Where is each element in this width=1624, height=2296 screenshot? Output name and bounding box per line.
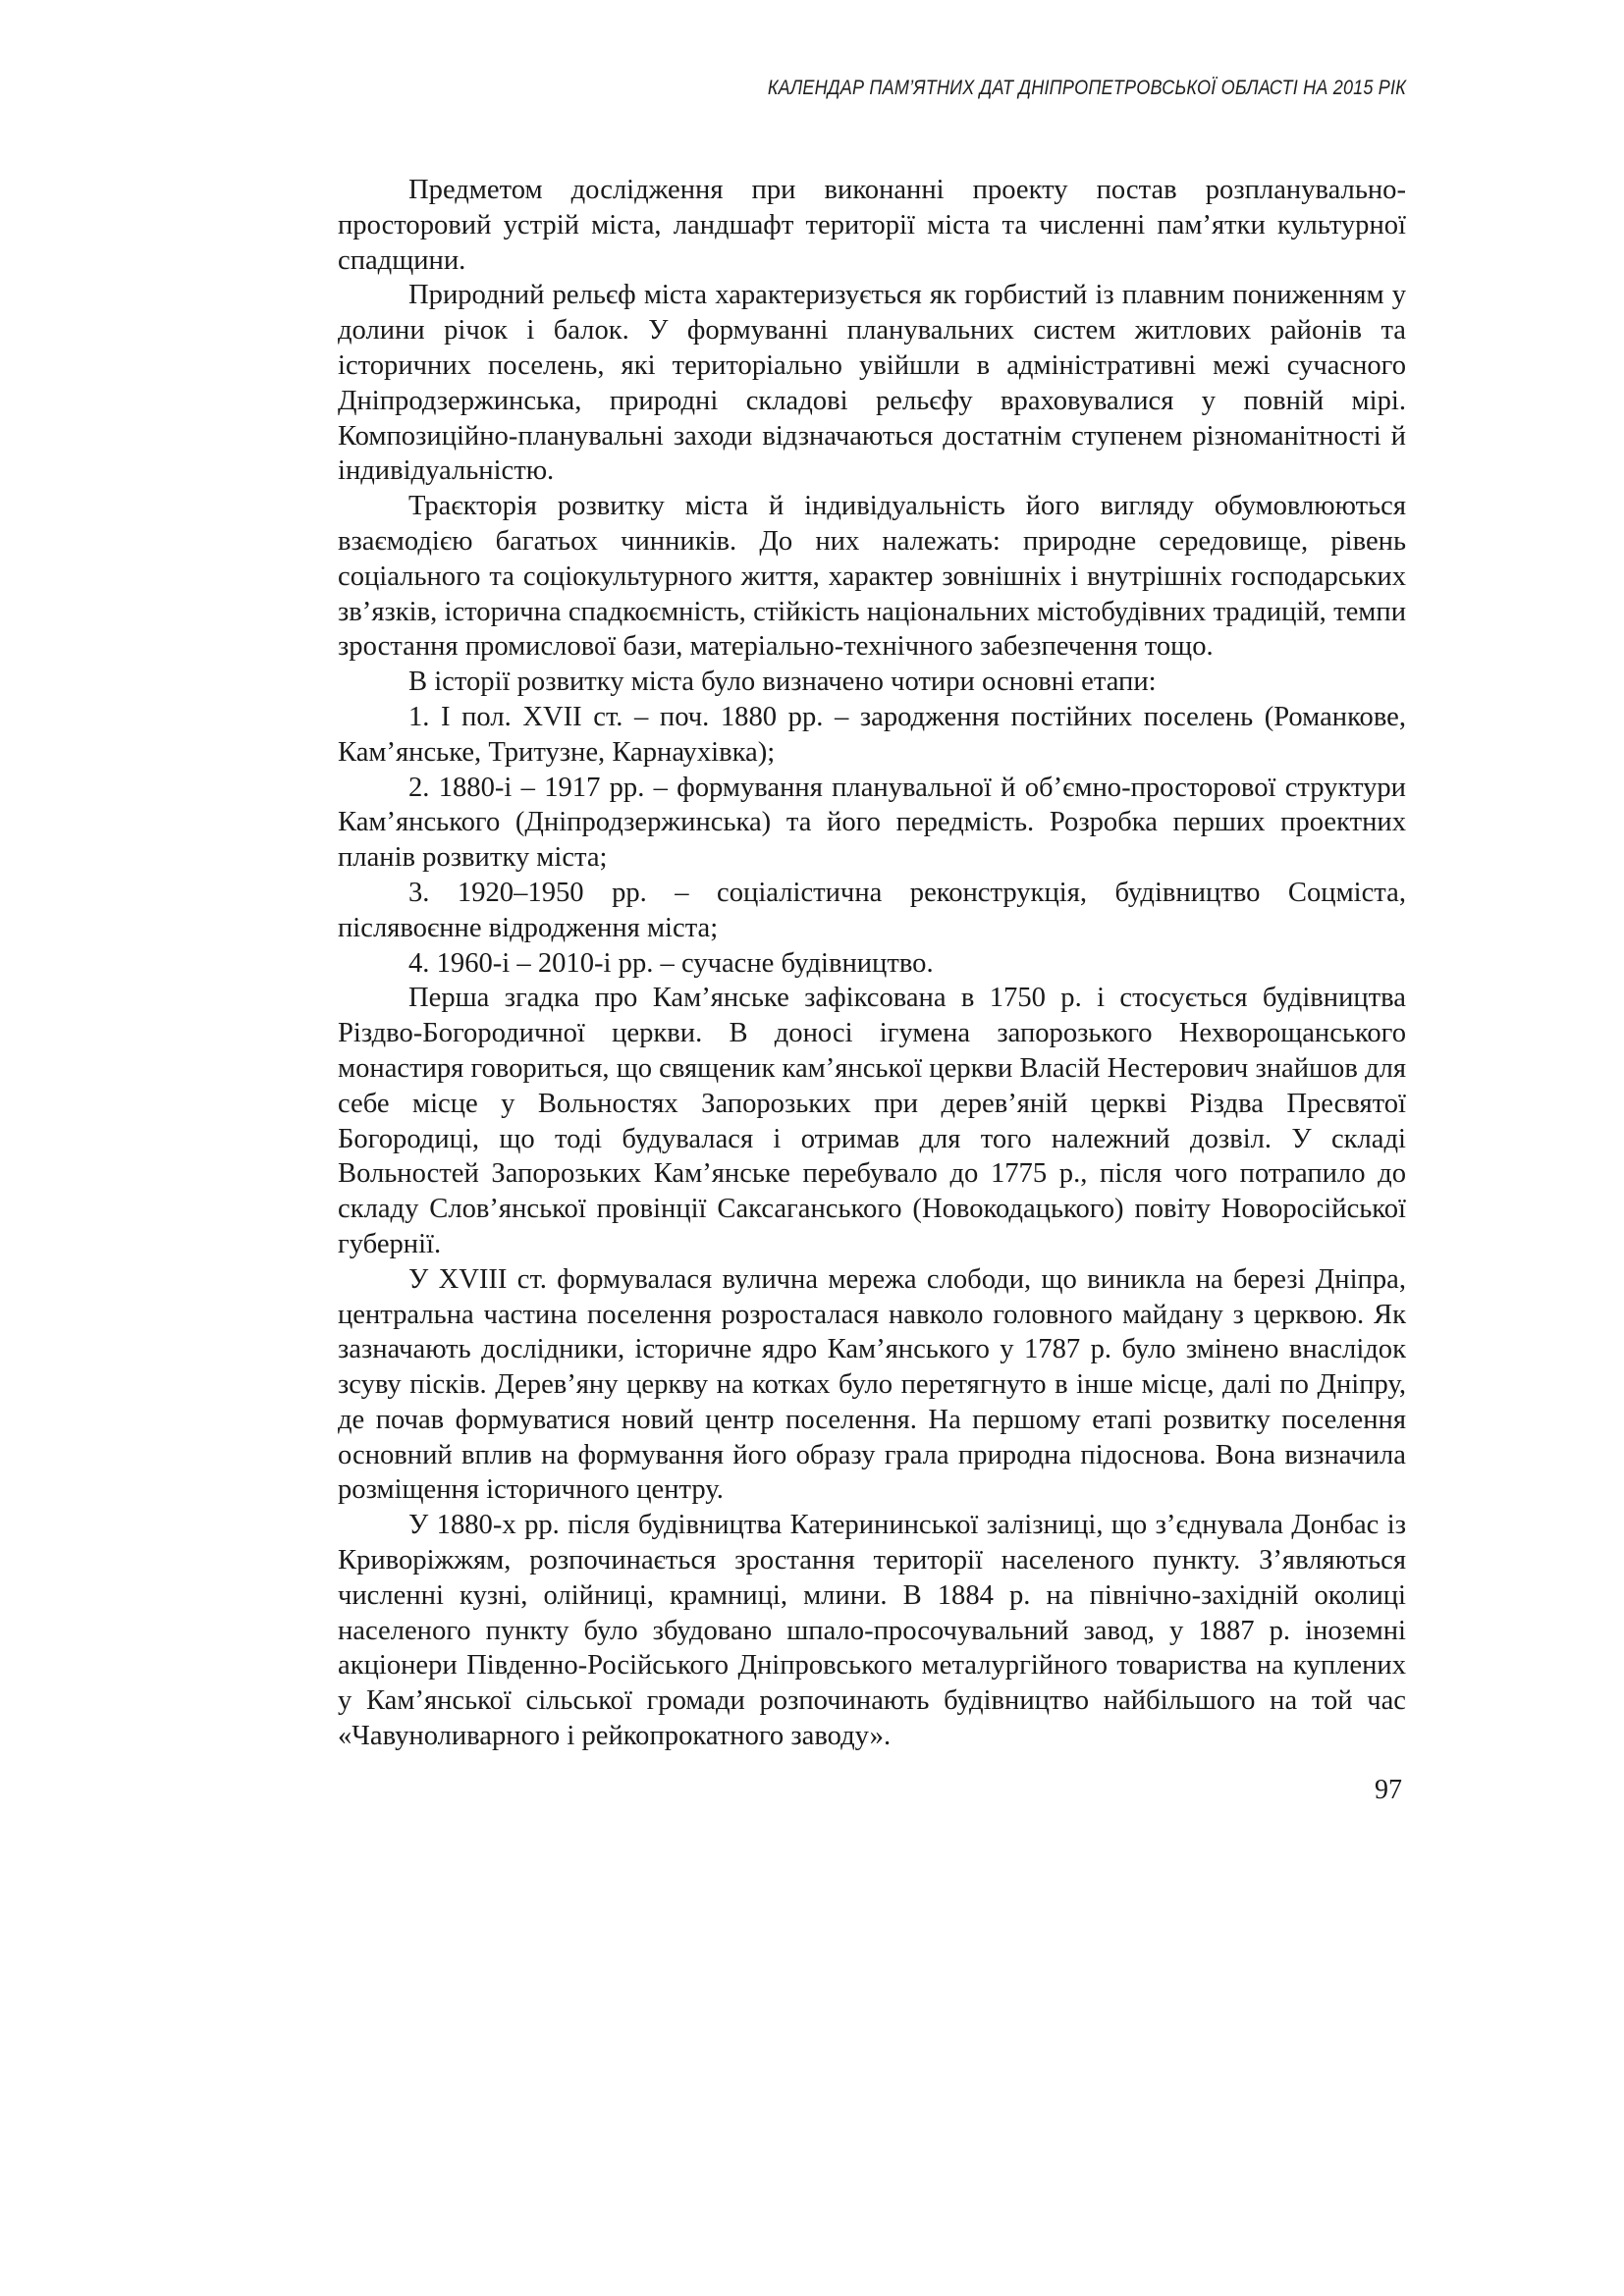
paragraph-relief: Природний рельєф міста характеризується як горбистий із плавним пониженням у долини річок і балок. У формуванні планувальних систем житлових районів та історичних поселень, які територіально увійшли в адміністративні межі сучасного Дніпродзержинська, природні складові рельєфу враховувалися у повній мірі. Композиційно-планувальні заходи відзначаються достатнім ступенем різноманітності й індивідуальністю. [338, 280, 1406, 487]
stage-item-4: 4. 1960-і – 2010-і рр. – сучасне будівництво. [408, 947, 934, 979]
stage-item-1: 1. І пол. XVII ст. – поч. 1880 рр. – зародження постійних поселень (Романкове, Кам’янське, Тритузне, Карнаухівка); [338, 701, 1406, 768]
stage-item-3: 3. 1920–1950 рр. – соціалістична реконструкція, будівництво Соцміста, післявоєнне відродження міста; [338, 877, 1406, 943]
paragraph-stages-intro: В історії розвитку міста було визначено чотири основні етапи: [408, 667, 1157, 698]
paragraph-trajectory: Траєкторія розвитку міста й індивідуальність його вигляду обумовлюються взаємодією багатьох чинників. До них належать: природне середовище, рівень соціального та соціокультурного життя, характер зовнішніх і внутрішніх господарських зв’язків, історична спадкоємність, стійкість національних містобудівних традицій, темпи зростання промислової бази, матеріально-технічного забезпечення тощо. [338, 491, 1406, 663]
paragraph-first-mention: Перша згадка про Кам’янське зафіксована в 1750 р. і стосується будівництва Різдво-Богородичної церкви. В доносі ігумена запорозького Нехворощанського монастиря говориться, що священик кам’янської церкви Власій Нестерович знайшов для себе місце у Вольностях Запорозьких при дерев’яній церкві Різдва Пресвятої Богородиці, що тоді будувалася і отримав для того належний дозвіл. У складі Вольностей Запорозьких Кам’янське перебувало до 1775 р., після чого потрапило до складу Слов’янської провінції Саксаганського (Новокодацького) повіту Новоросійської губернії. [338, 983, 1406, 1259]
body-text [338, 173, 1406, 1754]
page-number: 97 [1375, 1775, 1402, 1805]
running-header: КАЛЕНДАР ПАМ’ЯТНИХ ДАТ ДНІПРОПЕТРОВСЬКОЇ ОБЛАСТІ НА 2015 РІК [767, 77, 1406, 99]
paragraph-1880s: У 1880-х рр. після будівництва Катерининської залізниці, що з’єднувала Донбас із Криворіжжям, розпочинається зростання території населеного пункту. З’являються численні кузні, олійниці, крамниці, млини. В 1884 р. на північно-західній околиці населеного пункту було збудовано шпало-просочувальний завод, у 1887 р. іноземні акціонери Південно-Російського Дніпровського металургійного товариства на куплених у Кам’янської сільської громади розпочинають будівництво найбільшого на той час «Чавуноливарного і рейкопрокатного заводу». [338, 1510, 1406, 1752]
paragraph-subject: Предметом дослідження при виконанні проекту постав розпланувально-просторовий устрій міста, ландшафт території міста та численні пам’ятки культурної спадщини. [338, 175, 1406, 276]
paragraph-18th-century: У XVIII ст. формувалася вулична мережа слободи, що виникла на березі Дніпра, центральна частина поселення розросталася навколо головного майдану з церквою. Як зазначають дослідники, історичне ядро Кам’янського у 1787 р. було змінено внаслідок зсуву пісків. Дерев’яну церкву на котках було перетягнуто в інше місце, далі по Дніпру, де почав формуватися новий центр поселення. На першому етапі розвитку поселення основний вплив на формування його образу грала природна підоснова. Вона визначила розміщення історичного центру. [338, 1263, 1406, 1506]
stage-item-2: 2. 1880-і – 1917 рр. – формування планувальної й об’ємно-просторової структури Кам’янського (Дніпродзержинська) та його передмість. Розробка перших проектних планів розвитку міста; [338, 772, 1406, 874]
